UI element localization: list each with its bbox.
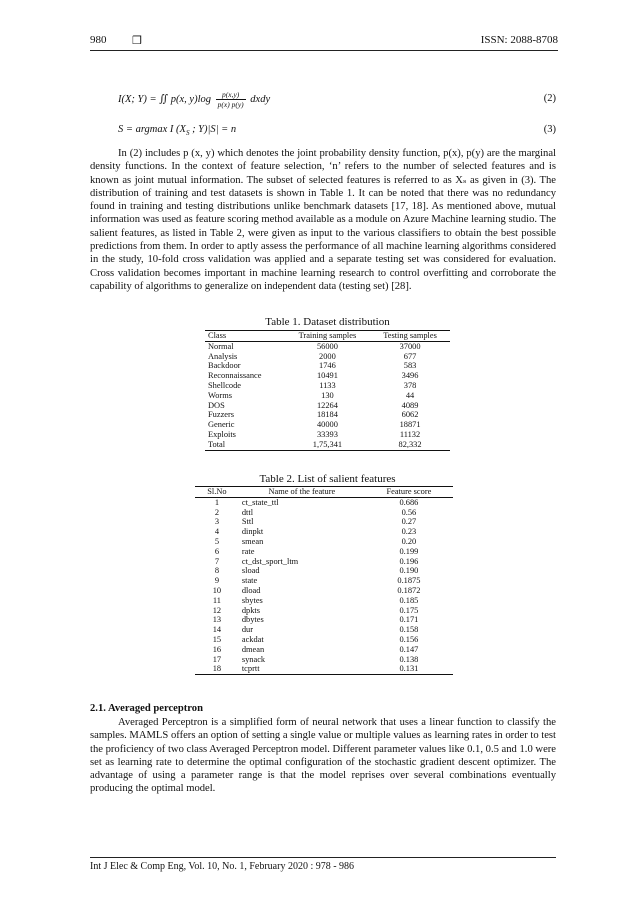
table-cell: 0.23: [401, 527, 417, 537]
table-row: [205, 361, 450, 371]
table-cell: 6062: [401, 410, 419, 420]
table-row: [195, 625, 453, 635]
table-cell: DOS: [208, 400, 225, 410]
table-cell: 0.147: [399, 644, 419, 654]
table-cell: 7: [214, 556, 220, 566]
table-cell: 44: [405, 390, 415, 400]
table-cell: 10: [212, 585, 222, 595]
table-cell: 0.158: [399, 625, 419, 635]
table-cell: dload: [241, 585, 261, 595]
table-row: [205, 430, 450, 440]
body-paragraph-1: In (2) includes p (x, y) which denotes the joint probability density function, p(x), p(y) are the marginal density functions. In the context of feature selection, ‘n’ refers to the number of selected features and is known as joint mutual information. The subset of selected features is referred to as Xₛ as given in (3). The distribution of training and test datasets is shown in Table 1. It can be noted that there was no redundancy found in training and testing distributions unlike benchmark datasets [17, 18]. As mentioned above, mutual information was used as feature scoring method available as a module on Azure Machine learning studio. The salient features, as listed in Table 2, were given as input to the various classifiers to obtain the best possible predictions from them. In order to aptly assess the performance of all machine learning algorithms considered in the study, 10-fold cross validation was applied and a separate testing set was considered for evaluation. Cross validation becomes important in machine learning research to control overfitting and corroborate the capability of algorithms to generalize on independent data (testing set) [28].: [90, 148, 556, 292]
table-cell: 1746: [319, 361, 336, 371]
table-cell: 1: [214, 497, 220, 507]
table-row: [195, 508, 453, 518]
table-row: [195, 596, 453, 606]
table-cell: 0.20: [401, 536, 417, 546]
box-icon: ❒: [132, 35, 142, 47]
equation-2-number: (2): [543, 93, 556, 104]
table-cell: Reconnaissance: [208, 371, 262, 381]
table-cell: 5: [214, 536, 220, 546]
table-cell: tcprtt: [239, 664, 365, 674]
table2-header: Name of the feature: [239, 487, 365, 498]
table-cell: 4089: [401, 400, 419, 410]
table-cell: 0.190: [399, 566, 419, 576]
table-salient-features: [195, 486, 453, 675]
table-cell: 0.175: [399, 605, 419, 615]
table-cell: 12: [212, 605, 222, 615]
table-row: [205, 381, 450, 391]
table-cell: 15: [212, 634, 222, 644]
table1-header: Training samples: [285, 331, 370, 342]
table1-caption: Table 1. Dataset distribution: [265, 316, 390, 328]
table-cell: 40000: [316, 420, 338, 430]
table-cell: 0.56: [401, 507, 417, 517]
table-row: [195, 547, 453, 557]
table-row: [195, 606, 453, 616]
table-row: [205, 410, 450, 420]
table-cell: Normal: [208, 341, 234, 351]
table-cell: Backdoor: [208, 361, 241, 371]
table-cell: 11: [212, 595, 221, 605]
table-cell: 0.171: [399, 615, 419, 625]
table-cell: 0.199: [399, 546, 419, 556]
equation-2-numerator: p(x,y): [216, 90, 246, 100]
equation-3-text2: ; Y)|S| = n: [189, 124, 237, 135]
table-cell: 1,75,341: [285, 440, 370, 450]
table-row: [205, 440, 450, 450]
table-cell: sbytes: [241, 595, 263, 605]
table-cell: 33393: [316, 429, 338, 439]
table2-header: Feature score: [365, 487, 453, 498]
table-cell: 583: [403, 361, 417, 371]
table-cell: 0.686: [399, 497, 419, 507]
table-cell: 0.131: [365, 664, 453, 674]
table-cell: 16: [212, 644, 222, 654]
table-cell: dbytes: [241, 615, 264, 625]
table-cell: sload: [241, 566, 260, 576]
table-cell: Sttl: [241, 517, 254, 527]
table-cell: 0.27: [401, 517, 417, 527]
table-dataset-distribution: [205, 330, 450, 451]
table-cell: Worms: [208, 390, 232, 400]
table-row: [195, 537, 453, 547]
equation-2-denominator: p(x) p(y): [217, 100, 244, 109]
table-row: [195, 664, 453, 674]
table-cell: state: [241, 576, 258, 586]
table-cell: 0.1875: [397, 576, 421, 586]
table-cell: dinpkt: [241, 527, 264, 537]
table-cell: Generic: [208, 420, 235, 430]
table-cell: 378: [403, 380, 417, 390]
table-cell: 0.185: [399, 595, 419, 605]
table-row: [195, 615, 453, 625]
table-cell: 3: [214, 517, 220, 527]
table-cell: 1133: [319, 380, 336, 390]
table-cell: 0.196: [399, 556, 419, 566]
page-number: 980: [90, 34, 107, 46]
table-row: [195, 586, 453, 596]
table-cell: 3496: [401, 371, 419, 381]
table-row: [195, 566, 453, 576]
body-paragraph-2: Averaged Perceptron is a simplified form of neural network that uses a linear function to classify the samples. MAMLS offers an option of setting a single value or multiple values as learning rates in order to test the proficiency of two class Averaged Perceptron model. Different parameter values like 0.1, 0.5 and 1.0 were set as learning rate to determine the optimal configuration of the stochastic gradient descent optimizer. The advantage of using a parameter range is that the model reprises over several combinations eventually producing the optimal model.: [90, 717, 556, 795]
table-cell: 18871: [399, 420, 421, 430]
table-cell: 18184: [316, 410, 338, 420]
table-row: [195, 527, 453, 537]
table-row: [205, 371, 450, 381]
page-header: [90, 34, 558, 51]
table2-header: Sl.No: [195, 487, 239, 498]
table-cell: smean: [241, 536, 264, 546]
table-cell: 677: [403, 351, 417, 361]
table-cell: 8: [214, 566, 220, 576]
table1-header: Class: [205, 331, 285, 342]
table-row: [195, 497, 453, 507]
table-cell: 0.138: [399, 654, 419, 664]
table-row: [195, 645, 453, 655]
table-row: [195, 557, 453, 567]
table-cell: 82,332: [370, 440, 450, 450]
table-cell: Shellcode: [208, 380, 242, 390]
table-cell: 12264: [316, 400, 338, 410]
table-cell: 0.1872: [397, 585, 421, 595]
table1-header: Testing samples: [370, 331, 450, 342]
equation-3-subscript: S: [185, 129, 190, 138]
table-cell: dttl: [241, 507, 254, 517]
equation-2-lhs: I(X; Y) = ∬ p(x, y)log: [118, 93, 211, 105]
table-row: [195, 635, 453, 645]
table-cell: 11132: [399, 429, 421, 439]
equation-3-number: (3): [543, 124, 556, 135]
issn-label: ISSN: 2088-8708: [480, 34, 558, 46]
equation-3-text: S = argmax I (X: [118, 124, 186, 135]
table-cell: 56000: [316, 341, 338, 351]
table-row: [195, 576, 453, 586]
page-footer: [90, 857, 556, 872]
table-row: [195, 655, 453, 665]
table-cell: dpkts: [241, 605, 261, 615]
table-cell: dmean: [241, 644, 265, 654]
footer-citation: Int J Elec & Comp Eng, Vol. 10, No. 1, February 2020 : 978 - 986: [90, 861, 355, 872]
equation-2: [118, 90, 556, 109]
table-row: [205, 391, 450, 401]
table-cell: dur: [241, 625, 254, 635]
table-cell: synack: [241, 654, 266, 664]
table-cell: Analysis: [208, 351, 238, 361]
table-cell: ct_state_ttl: [241, 497, 279, 507]
table-cell: rate: [241, 546, 255, 556]
table-cell: 4: [214, 527, 220, 537]
table-cell: ct_dst_sport_ltm: [241, 556, 299, 566]
table-cell: 13: [212, 615, 222, 625]
table-row: [205, 341, 450, 351]
table-cell: Total: [205, 440, 285, 450]
equation-3: [118, 124, 556, 137]
table-cell: 2000: [319, 351, 336, 361]
table-row: [205, 420, 450, 430]
table-cell: 2: [214, 507, 220, 517]
table-cell: 37000: [399, 341, 421, 351]
table-cell: 6: [214, 546, 220, 556]
table-cell: ackdat: [241, 634, 264, 644]
equation-2-rhs: dxdy: [250, 93, 271, 105]
equation-2-fraction: [216, 90, 246, 109]
table-cell: 10491: [316, 371, 338, 381]
table-cell: 130: [321, 390, 334, 400]
table-cell: 17: [212, 654, 222, 664]
table-cell: 18: [195, 664, 239, 674]
table-cell: Exploits: [208, 429, 236, 439]
table-row: [205, 401, 450, 411]
section-heading: 2.1. Averaged perceptron: [90, 703, 203, 714]
table-cell: 14: [212, 625, 222, 635]
table-cell: 9: [214, 576, 220, 586]
table-row: [205, 352, 450, 362]
table-cell: 0.156: [399, 634, 419, 644]
table-row: [195, 517, 453, 527]
table-cell: Fuzzers: [208, 410, 235, 420]
table2-caption: Table 2. List of salient features: [259, 473, 396, 485]
